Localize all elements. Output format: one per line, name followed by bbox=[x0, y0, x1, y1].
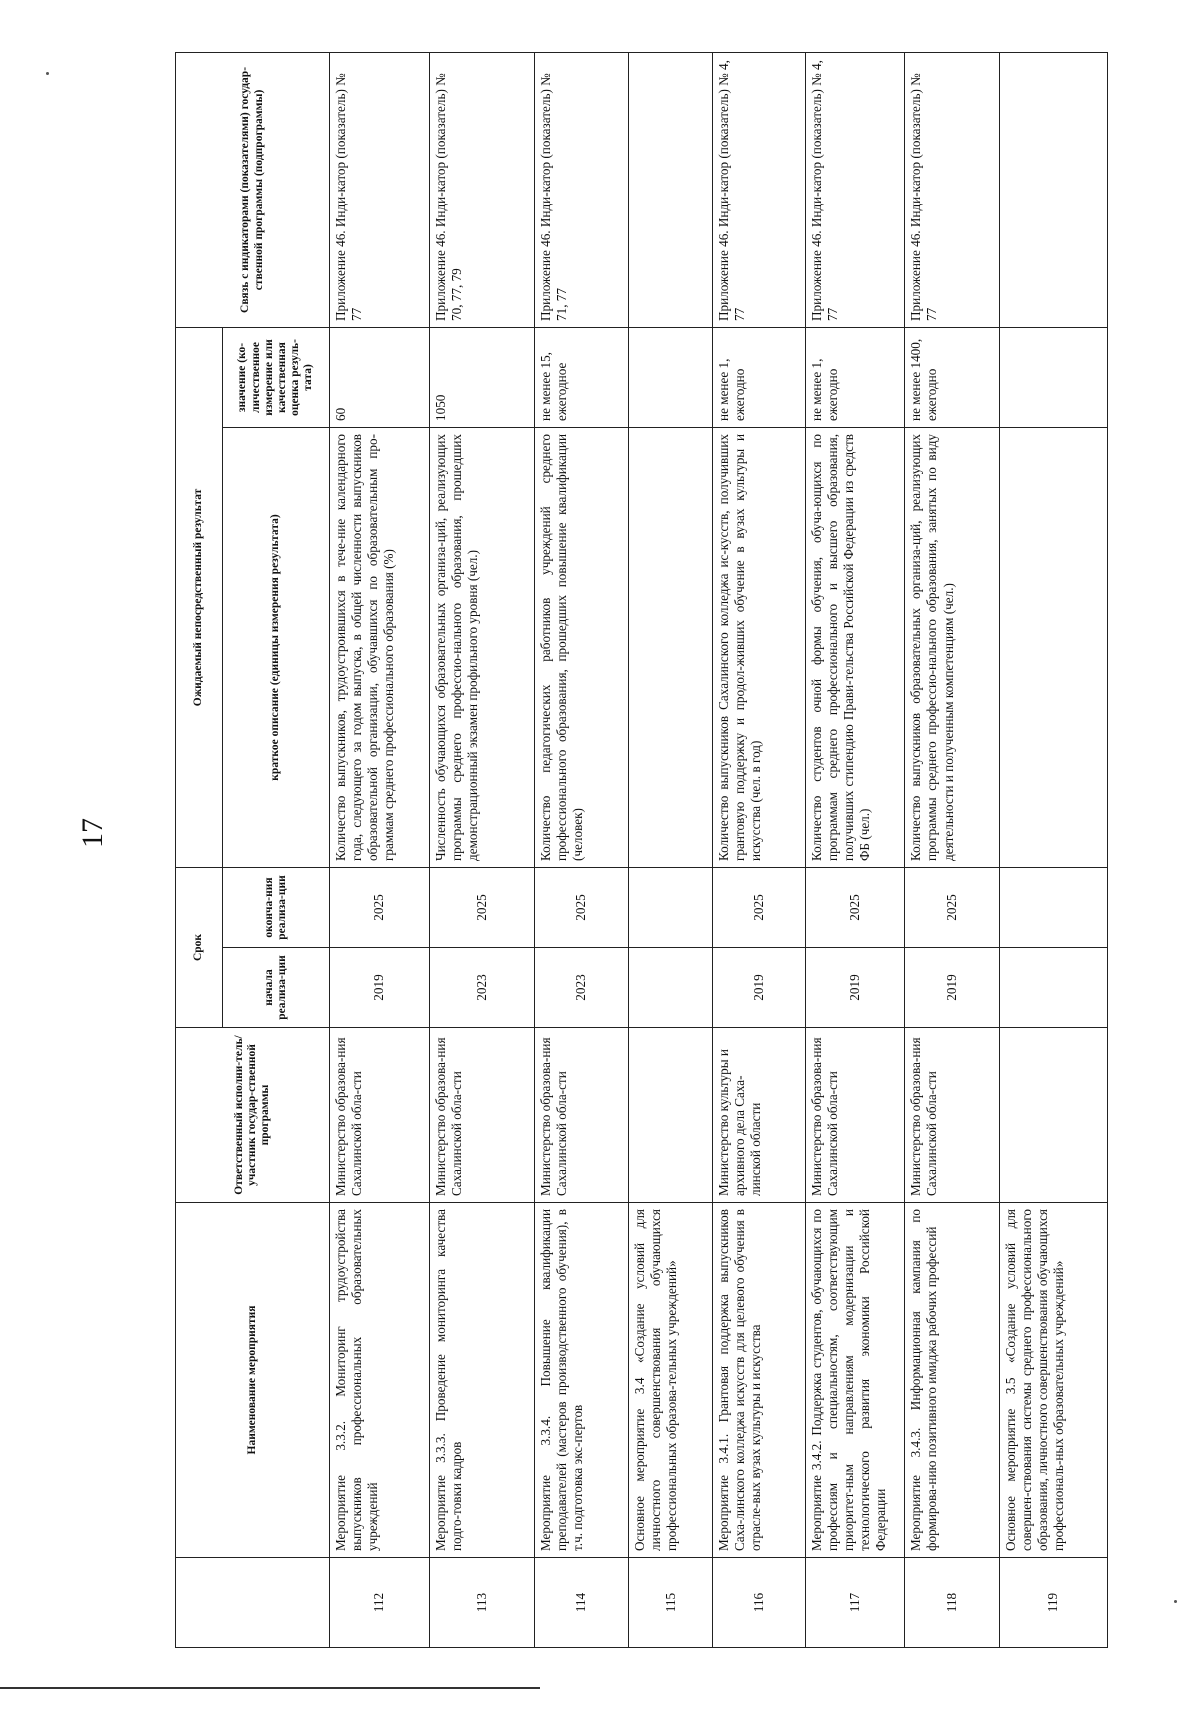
row-number: 116 bbox=[713, 1558, 805, 1648]
row-number: 119 bbox=[999, 1558, 1107, 1648]
rotated-table-wrapper bbox=[175, 53, 1108, 1648]
responsible-executor bbox=[629, 1028, 713, 1203]
row-number: 115 bbox=[629, 1558, 713, 1648]
start-year: 2019 bbox=[905, 948, 999, 1028]
indicator-link bbox=[629, 52, 713, 327]
table-row bbox=[805, 52, 905, 1647]
result-description bbox=[629, 427, 713, 867]
table-row bbox=[905, 52, 999, 1647]
header-name: Наименование мероприятия bbox=[176, 1203, 330, 1558]
activity-name: Мероприятие 3.4.3. Информационная кампания по формирова-нию позитивного имиджа рабочих профессий bbox=[905, 1203, 999, 1558]
scan-artifact-line bbox=[0, 1687, 540, 1689]
end-year: 2025 bbox=[330, 867, 430, 947]
result-value bbox=[629, 327, 713, 427]
indicator-link bbox=[999, 52, 1107, 327]
end-year: 2025 bbox=[905, 867, 999, 947]
result-value: 60 bbox=[330, 327, 430, 427]
end-year: 2025 bbox=[534, 867, 628, 947]
start-year: 2019 bbox=[330, 948, 430, 1028]
indicator-link: Приложение 46. Инди-катор (показатель) № 77 bbox=[905, 52, 999, 327]
responsible-executor: Министерство образова-ния Сахалинской обла-сти bbox=[330, 1028, 430, 1203]
header-responsible: Ответственный исполни-тель/участник государ-ственной программы bbox=[176, 1028, 330, 1203]
indicator-link: Приложение 46. Инди-катор (показатель) № 4, 77 bbox=[805, 52, 905, 327]
result-value: не менее 1400, ежегодно bbox=[905, 327, 999, 427]
page-number: 17 bbox=[76, 818, 109, 848]
indicator-link: Приложение 46. Инди-катор (показатель) № 71, 77 bbox=[534, 52, 628, 327]
end-year: 2025 bbox=[713, 867, 805, 947]
result-value: не менее 1, ежегодно bbox=[805, 327, 905, 427]
responsible-executor: Министерство образова-ния Сахалинской обла-сти bbox=[429, 1028, 534, 1203]
header-result-desc: краткое описание (единицы измерения результата) bbox=[223, 427, 330, 867]
start-year: 2019 bbox=[713, 948, 805, 1028]
header-result-value: значение (ко-личественное измерение или качественная оценка резуль-тата) bbox=[223, 327, 330, 427]
start-year bbox=[999, 948, 1107, 1028]
header-start: начала реализа-ции bbox=[223, 948, 330, 1028]
indicator-link: Приложение 46. Инди-катор (показатель) № 77 bbox=[330, 52, 430, 327]
indicator-link: Приложение 46. Инди-катор (показатель) № 70, 77, 79 bbox=[429, 52, 534, 327]
responsible-executor: Министерство образова-ния Сахалинской обла-сти bbox=[905, 1028, 999, 1203]
responsible-executor: Министерство образова-ния Сахалинской обла-сти bbox=[534, 1028, 628, 1203]
start-year: 2023 bbox=[534, 948, 628, 1028]
start-year: 2023 bbox=[429, 948, 534, 1028]
header-number bbox=[176, 1558, 330, 1648]
result-value: не менее 1, ежегодно bbox=[713, 327, 805, 427]
table-row bbox=[629, 52, 713, 1647]
table-row bbox=[429, 52, 534, 1647]
activity-name: Основное мероприятие 3.5 «Создание условий для совершен-ствования системы среднего профессионального образования, личностного совершенствования обучающихся профессиональ-ных образовательных учреждений» bbox=[999, 1203, 1107, 1558]
start-year: 2019 bbox=[805, 948, 905, 1028]
result-description: Количество выпускников Сахалинского колледжа ис-кусств, получивших грантовую поддержку и продол-живших обучение в вузах культуры и искусства (чел. в год) bbox=[713, 427, 805, 867]
row-number: 112 bbox=[330, 1558, 430, 1648]
activity-name: Основное мероприятие 3.4 «Создание условий для личностного совершенствования обучающихся профессиональных образова-тельных учреждений» bbox=[629, 1203, 713, 1558]
end-year bbox=[629, 867, 713, 947]
scan-artifact-dot bbox=[46, 72, 49, 75]
table-row bbox=[713, 52, 805, 1647]
activity-name: Мероприятие 3.3.2. Мониторинг трудоустройства выпускников профессиональных образовательных учреждений bbox=[330, 1203, 430, 1558]
responsible-executor: Министерство культуры и архивного дела Саха-линской области bbox=[713, 1028, 805, 1203]
activity-name: Мероприятие 3.4.1. Грантовая поддержка выпускников Саха-линского колледжа искусств для целевого обучения в отрасле-вых вузах культуры и искусства bbox=[713, 1203, 805, 1558]
table-row bbox=[534, 52, 628, 1647]
activity-name: Мероприятие 3.3.3. Проведение мониторинга качества подго-товки кадров bbox=[429, 1203, 534, 1558]
activity-name: Мероприятие 3.3.4. Повышение квалификации преподавателей (мастеров производственного обучения), в т.ч. подготовка экс-пертов bbox=[534, 1203, 628, 1558]
scan-artifact-dot bbox=[1174, 1600, 1177, 1603]
indicator-link: Приложение 46. Инди-катор (показатель) № 4, 77 bbox=[713, 52, 805, 327]
program-activities-table bbox=[175, 52, 1108, 1648]
header-link: Связь с индикаторами (показателями) государ-ственной программы (подпрограммы) bbox=[176, 52, 330, 327]
responsible-executor bbox=[999, 1028, 1107, 1203]
activity-name: Мероприятие 3.4.2. Поддержка студентов, обучающихся по профессиям и специальностям, соответствующим приоритет-ным направлениям модернизации и технологического развития экономики Российской Федерации bbox=[805, 1203, 905, 1558]
result-value: не менее 15, ежегодное bbox=[534, 327, 628, 427]
row-number: 117 bbox=[805, 1558, 905, 1648]
result-description: Количество выпускников образовательных организа-ций, реализующих программы среднего профессио-нального образования, занятых по виду деятельности и полученным компетенциям (чел.) bbox=[905, 427, 999, 867]
row-number: 113 bbox=[429, 1558, 534, 1648]
start-year bbox=[629, 948, 713, 1028]
table-row bbox=[330, 52, 430, 1647]
result-description: Количество студентов очной формы обучения, обуча-ющихся по программам среднего профессионального и высшего образования, получивших стипендию Прави-тельства Российской Федерации из средств ФБ (чел.) bbox=[805, 427, 905, 867]
result-description bbox=[999, 427, 1107, 867]
result-value bbox=[999, 327, 1107, 427]
result-description: Количество педагогических работников учреждений среднего профессионального образования, прошедших повышение квалификации (человек) bbox=[534, 427, 628, 867]
row-number: 118 bbox=[905, 1558, 999, 1648]
responsible-executor: Министерство образова-ния Сахалинской обла-сти bbox=[805, 1028, 905, 1203]
table-row bbox=[999, 52, 1107, 1647]
header-result: Ожидаемый непосредственный результат bbox=[176, 327, 223, 867]
header-end: оконча-ния реализа-ции bbox=[223, 867, 330, 947]
header-term: Срок bbox=[176, 867, 223, 1027]
end-year bbox=[999, 867, 1107, 947]
result-value: 1050 bbox=[429, 327, 534, 427]
row-number: 114 bbox=[534, 1558, 628, 1648]
end-year: 2025 bbox=[429, 867, 534, 947]
result-description: Количество выпускников, трудоустроившихся в тече-ние календарного года, следующего за годом выпуска, в общей численности выпускников образовательной организации, обучавшихся по образовательным про-граммам среднего профессионального образования (%) bbox=[330, 427, 430, 867]
result-description: Численность обучающихся образовательных организа-ций, реализующих программы среднего профессио-нального образования, прошедших демонстрационный экзамен профильного уровня (чел.) bbox=[429, 427, 534, 867]
end-year: 2025 bbox=[805, 867, 905, 947]
